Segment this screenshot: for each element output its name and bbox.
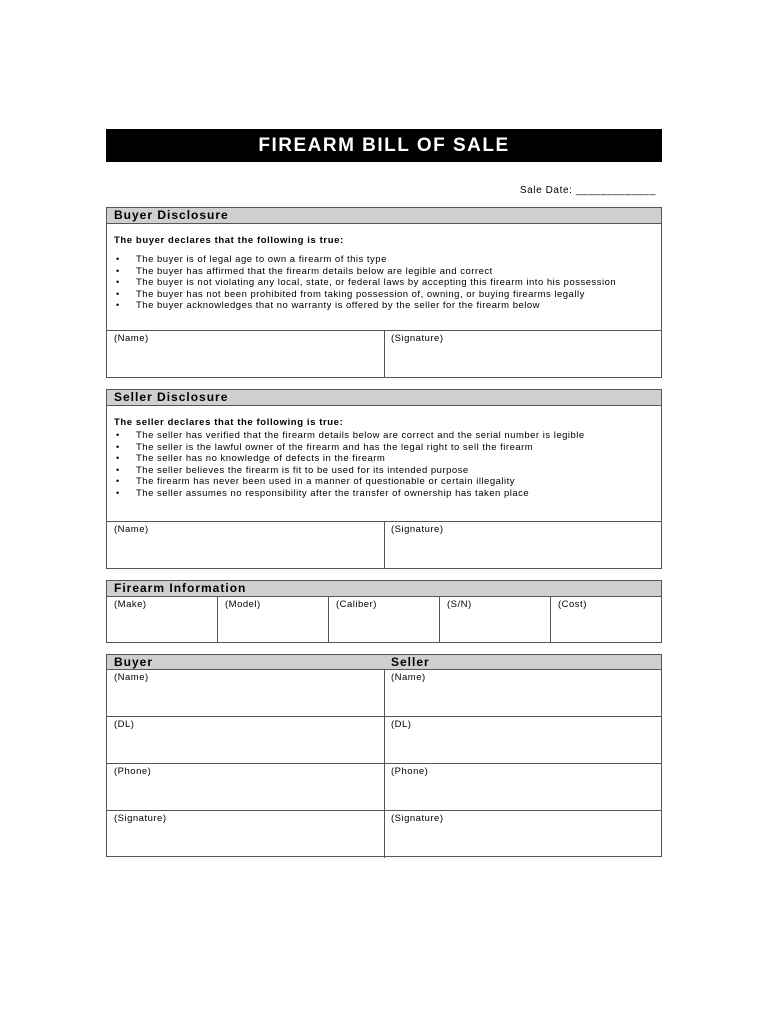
list-item xyxy=(114,254,661,266)
make-field[interactable]: (Make) xyxy=(107,597,218,643)
seller-signature-field[interactable]: (Signature) xyxy=(391,813,444,824)
parties-signature-row xyxy=(107,811,661,858)
firearm-information-section xyxy=(106,580,662,643)
buyer-dl-field[interactable]: (DL) xyxy=(107,717,385,763)
declaration-text: The seller assumes no responsibility after the transfer of ownership has taken place xyxy=(136,487,530,499)
buyer-heading: Buyer xyxy=(114,655,154,669)
buyer-name-field[interactable]: (Name) xyxy=(107,670,385,716)
bullet-icon: • xyxy=(116,265,120,276)
declaration-text: The buyer is of legal age to own a firearm of this type xyxy=(136,254,387,265)
declaration-text: The buyer acknowledges that no warranty is offered by the seller for the firearm below xyxy=(136,300,541,312)
declaration-text: The seller is the lawful owner of the firearm and has the legal right to sell the firearm xyxy=(136,441,534,453)
parties-section xyxy=(106,654,662,857)
bullet-icon: • xyxy=(116,476,120,487)
list-item xyxy=(114,266,661,278)
list-item xyxy=(114,442,661,454)
bullet-icon: • xyxy=(116,277,120,288)
seller-dl-field[interactable]: (DL) xyxy=(391,719,412,730)
bullet-icon: • xyxy=(116,288,120,299)
parties-name-row xyxy=(107,670,661,717)
list-item xyxy=(114,476,661,488)
seller-disclosure-section xyxy=(106,389,662,569)
bullet-icon: • xyxy=(116,487,120,498)
bullet-icon: • xyxy=(116,464,120,475)
buyer-disclosure-name-field[interactable]: (Name) xyxy=(107,331,385,377)
buyer-disclosure-intro: The buyer declares that the following is true: xyxy=(114,235,344,246)
list-item xyxy=(114,430,661,442)
seller-heading: Seller xyxy=(391,655,430,669)
declaration-text: The firearm has never been used in a manner of questionable or certain illegality xyxy=(136,476,515,488)
declaration-text: The seller believes the firearm is fit to be used for its intended purpose xyxy=(136,464,469,476)
seller-declarations-list xyxy=(107,430,661,500)
declaration-text: The buyer has affirmed that the firearm details below are legible and correct xyxy=(136,265,493,277)
list-item xyxy=(114,488,661,500)
parties-phone-row xyxy=(107,764,661,811)
parties-dl-row xyxy=(107,717,661,764)
serial-number-field[interactable]: (S/N) xyxy=(440,597,551,643)
seller-name-field[interactable]: (Name) xyxy=(391,672,426,683)
seller-disclosure-heading: Seller Disclosure xyxy=(107,390,661,406)
seller-disclosure-signature-row xyxy=(107,521,661,568)
bullet-icon: • xyxy=(116,254,120,264)
parties-header xyxy=(107,655,661,670)
buyer-disclosure-signature-row xyxy=(107,330,661,377)
cost-field[interactable]: (Cost) xyxy=(558,599,587,610)
firearm-information-heading: Firearm Information xyxy=(107,581,661,597)
declaration-text: The buyer has not been prohibited from taking possession of, owning, or buying firearms legally xyxy=(136,288,585,300)
bullet-icon: • xyxy=(116,453,120,464)
seller-phone-field[interactable]: (Phone) xyxy=(391,766,429,777)
seller-disclosure-name-field[interactable]: (Name) xyxy=(107,522,385,568)
seller-disclosure-signature-field[interactable]: (Signature) xyxy=(391,524,444,535)
caliber-field[interactable]: (Caliber) xyxy=(329,597,440,643)
list-item xyxy=(114,453,661,465)
model-field[interactable]: (Model) xyxy=(218,597,329,643)
declaration-text: The seller has verified that the firearm details below are correct and the serial number is legible xyxy=(136,430,585,441)
sale-date-field[interactable]: Sale Date: _____________ xyxy=(519,185,656,196)
declaration-text: The buyer is not violating any local, state, or federal laws by accepting this firearm into his possession xyxy=(136,277,617,289)
seller-disclosure-intro: The seller declares that the following is true: xyxy=(114,417,344,428)
buyer-disclosure-section xyxy=(106,207,662,378)
list-item xyxy=(114,289,661,301)
firearm-fields-row xyxy=(107,597,661,643)
list-item xyxy=(114,277,661,289)
declaration-text: The seller has no knowledge of defects in the firearm xyxy=(136,453,386,465)
buyer-signature-field[interactable]: (Signature) xyxy=(107,811,385,858)
buyer-declarations-list xyxy=(107,254,661,312)
buyer-phone-field[interactable]: (Phone) xyxy=(107,764,385,810)
buyer-disclosure-heading: Buyer Disclosure xyxy=(107,208,661,224)
bullet-icon: • xyxy=(116,441,120,452)
list-item xyxy=(114,300,661,312)
bullet-icon: • xyxy=(116,300,120,311)
page-title: FIREARM BILL OF SALE xyxy=(106,129,662,162)
bullet-icon: • xyxy=(116,430,120,440)
list-item xyxy=(114,465,661,477)
buyer-disclosure-signature-field[interactable]: (Signature) xyxy=(391,333,444,344)
